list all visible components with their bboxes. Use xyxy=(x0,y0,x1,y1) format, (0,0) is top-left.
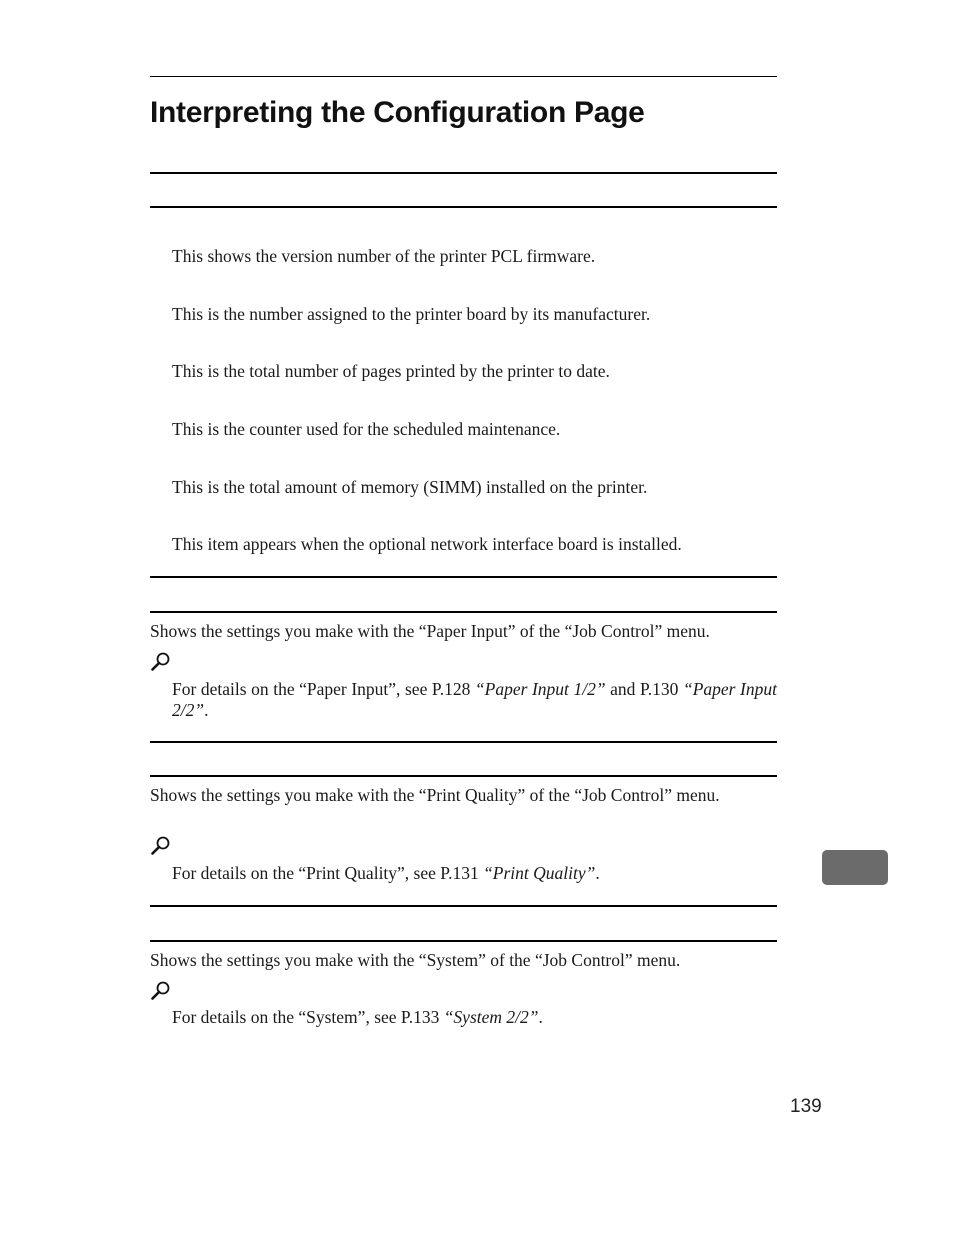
section-rule-bottom xyxy=(150,611,777,613)
item-total-pages: This is the total number of pages printed by the printer to date. xyxy=(172,361,610,381)
section-rule-top xyxy=(150,576,777,578)
section-rule-top xyxy=(150,905,777,907)
page-number: 139 xyxy=(790,1096,822,1117)
item-memory-total: This is the total amount of memory (SIMM) installed on the printer. xyxy=(172,477,648,497)
page-title: Interpreting the Configuration Page xyxy=(150,96,645,129)
print-quality-description: Shows the settings you make with the “Print Quality” of the “Job Control” menu. xyxy=(150,785,720,805)
system-link[interactable]: “System 2/2” xyxy=(443,1007,539,1027)
magnifier-icon xyxy=(150,835,172,855)
chapter-tab xyxy=(822,850,888,885)
section-rule-bottom xyxy=(150,775,777,777)
header-rule xyxy=(150,76,777,77)
section-rule-top xyxy=(150,741,777,743)
print-quality-link[interactable]: “Print Quality” xyxy=(483,863,596,883)
paper-input-1-link[interactable]: “Paper Input 1/2” xyxy=(474,679,606,699)
magnifier-icon xyxy=(150,651,172,671)
item-serial-number: This is the number assigned to the printer board by its manufacturer. xyxy=(172,304,651,324)
item-network-board: This item appears when the optional network interface board is installed. xyxy=(172,534,682,554)
section-rule-bottom xyxy=(150,206,777,208)
paper-input-2-link[interactable]: “Paper Input 2/2” xyxy=(172,679,777,720)
item-maintenance-counter: This is the counter used for the scheduled maintenance. xyxy=(172,419,561,439)
magnifier-icon xyxy=(150,980,172,1000)
paper-input-description: Shows the settings you make with the “Paper Input” of the “Job Control” menu. xyxy=(150,621,710,641)
section-rule-bottom xyxy=(150,940,777,942)
section-rule-top xyxy=(150,172,777,174)
system-description: Shows the settings you make with the “System” of the “Job Control” menu. xyxy=(150,950,681,970)
system-reference: For details on the “System”, see P.133 “System 2/2”. xyxy=(172,1007,543,1027)
paper-input-reference: For details on the “Paper Input”, see P.128 “Paper Input 1/2” and P.130 “Paper Input 2/2”. xyxy=(172,679,777,720)
item-firmware-version: This shows the version number of the printer PCL firmware. xyxy=(172,246,596,266)
print-quality-reference: For details on the “Print Quality”, see P.131 “Print Quality”. xyxy=(172,863,600,883)
